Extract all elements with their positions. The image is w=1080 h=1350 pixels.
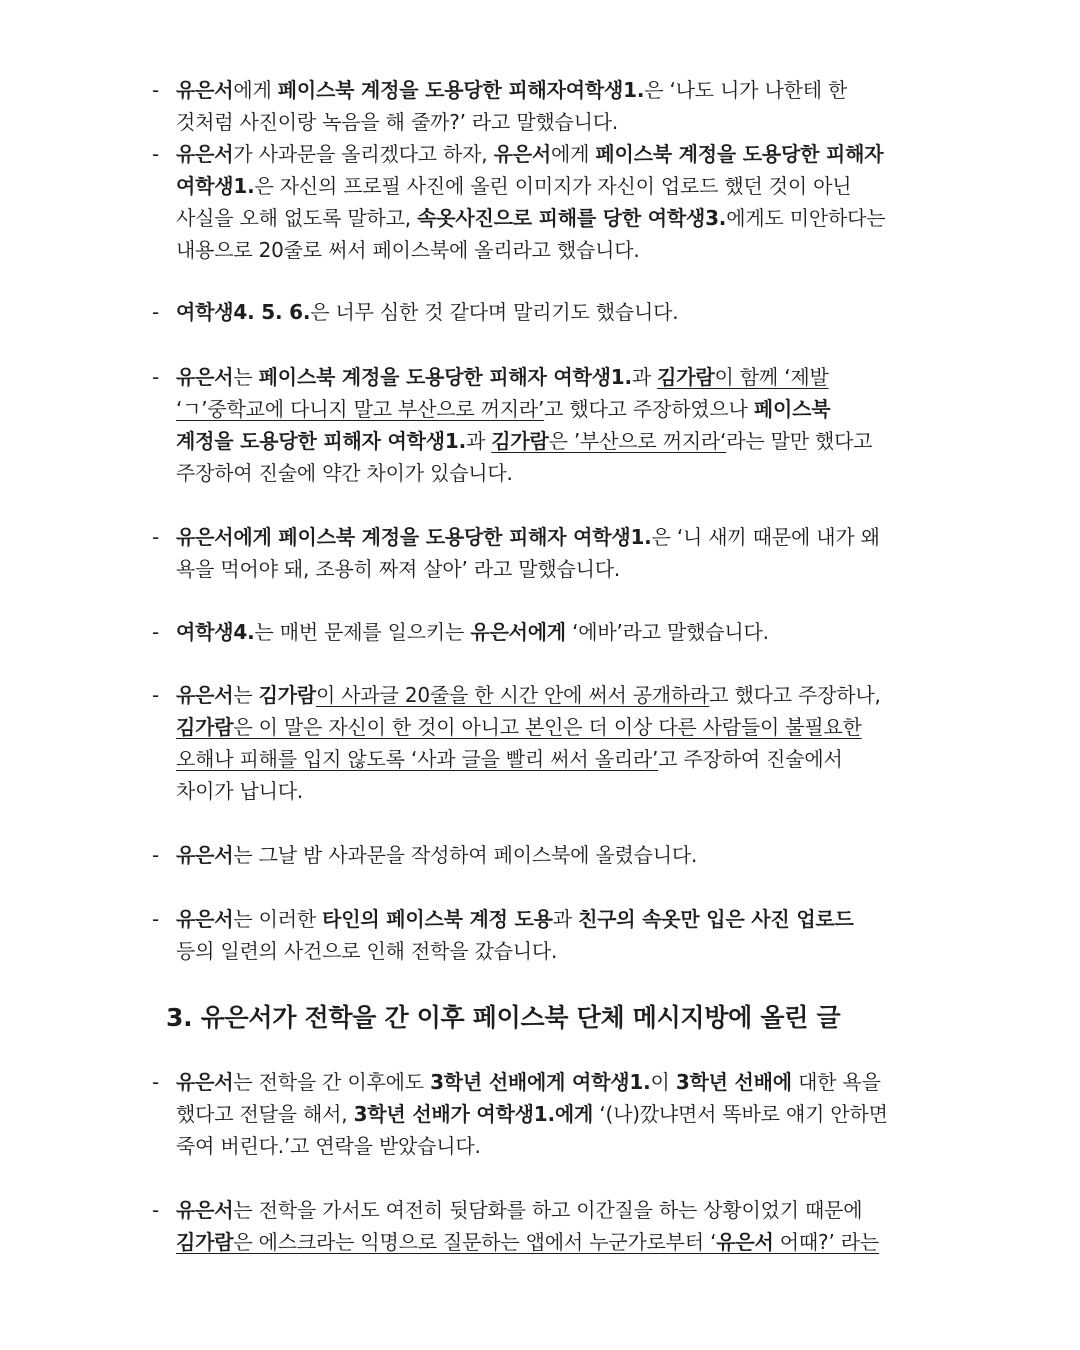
text-line xyxy=(150,775,940,807)
list-dash: - xyxy=(152,1070,160,1094)
text-run: 대한 욕을 xyxy=(791,1070,881,1094)
text-line xyxy=(150,1130,940,1162)
text-line xyxy=(150,711,940,743)
list-dash: - xyxy=(152,620,160,644)
text-run: 3학년 선배에 xyxy=(675,1070,792,1094)
list-dash: - xyxy=(152,907,160,931)
text-line xyxy=(150,361,940,393)
text-run: ‘ㄱ’중학교에 다니지 말고 부산으로 꺼지라’ xyxy=(176,397,545,421)
text-line xyxy=(150,106,940,138)
paragraph-8 xyxy=(150,839,940,871)
text-line xyxy=(150,1226,940,1258)
text-run: 은 자신의 프로필 사진에 올린 이미지가 자신이 업로드 했던 것이 아닌 xyxy=(254,174,852,198)
paragraph-10 xyxy=(150,1066,940,1162)
text-line xyxy=(150,457,940,489)
text-run: 과 xyxy=(465,429,492,453)
text-run: 3학년 선배가 여학생1.에게 xyxy=(353,1102,594,1126)
text-run: 고 주장하여 진술에서 xyxy=(658,747,843,771)
text-line xyxy=(150,839,940,871)
list-dash: - xyxy=(152,78,160,102)
paragraph-11 xyxy=(150,1194,940,1258)
paragraph-1 xyxy=(150,74,940,138)
text-run: 는 전학을 가서도 여전히 뒷담화를 하고 이간질을 하는 상황이었기 때문에 xyxy=(233,1198,863,1222)
text-run: 과 xyxy=(631,365,658,389)
text-run: 주장하여 진술에 약간 차이가 있습니다. xyxy=(176,461,513,485)
text-run: 여학생4. 5. 6. xyxy=(176,300,311,324)
list-dash: - xyxy=(152,683,160,707)
text-run: 유은서에게 xyxy=(470,620,566,644)
text-run: 페이스북 계정을 도용당한 피해자여학생1. xyxy=(277,78,645,102)
text-line xyxy=(150,903,940,935)
text-line xyxy=(150,679,940,711)
paragraph-9 xyxy=(150,903,940,967)
text-run: 유은서에게 xyxy=(176,525,279,549)
text-run: 에게 xyxy=(550,142,596,166)
paragraph-3 xyxy=(150,296,940,328)
list-dash: - xyxy=(152,365,160,389)
text-line xyxy=(150,521,940,553)
text-run: 은 이 말은 자신이 한 것이 아니고 본인은 더 이상 다른 사람들이 불필요한 xyxy=(233,715,862,739)
text-line xyxy=(150,425,940,457)
text-run: 는 전학을 간 이후에도 xyxy=(233,1070,431,1094)
text-run: ‘(나)깠냐면서 똑바로 얘기 안하면 xyxy=(593,1102,888,1126)
text-line xyxy=(150,1066,940,1098)
section-heading: 3. 유은서가 전학을 간 이후 페이스북 단체 메시지방에 올린 글 xyxy=(166,1003,841,1032)
text-run: 김가람 xyxy=(491,429,549,453)
text-line xyxy=(150,202,940,234)
text-run: 유은서 xyxy=(176,1070,234,1094)
text-run: 과 xyxy=(552,907,579,931)
text-run: 어때?’ 라는 xyxy=(773,1230,879,1254)
text-run: 것처럼 사진이랑 녹음을 해 줄까?’ 라고 말했습니다. xyxy=(176,110,619,134)
text-run: 친구의 속옷만 입은 사진 업로드 xyxy=(578,907,854,931)
text-run: 이 함께 ‘제발 xyxy=(714,365,829,389)
text-line xyxy=(150,234,940,266)
text-run: 페이스북 xyxy=(753,397,831,421)
text-run: 김가람 xyxy=(258,683,317,707)
paragraph-6 xyxy=(150,616,940,648)
text-run: 에게도 미안하다는 xyxy=(726,206,886,230)
text-run: 는 이러한 xyxy=(233,907,323,931)
text-line xyxy=(150,616,940,648)
text-run: 는 xyxy=(233,365,259,389)
text-run: 유은서 xyxy=(176,1198,234,1222)
text-line xyxy=(150,553,940,585)
text-run: 는 매번 문제를 일으키는 xyxy=(254,620,471,644)
text-run: 고 했다고 주장하나, xyxy=(709,683,881,707)
text-run: 유은서 xyxy=(176,907,234,931)
paragraph-2 xyxy=(150,138,940,266)
paragraph-5 xyxy=(150,521,940,585)
text-run: 는 xyxy=(233,683,259,707)
text-run: 유은서 xyxy=(176,843,234,867)
text-run: 유은서 xyxy=(716,1230,774,1254)
list-dash: - xyxy=(152,843,160,867)
text-run: 차이가 납니다. xyxy=(176,779,304,803)
text-line xyxy=(150,296,940,328)
text-run: 은 너무 심한 것 같다며 말리기도 했습니다. xyxy=(310,300,679,324)
text-run: 사실을 오해 없도록 말하고, xyxy=(176,206,418,230)
text-run: 김가람 xyxy=(657,365,715,389)
text-run: 오해나 피해를 입지 않도록 ‘사과 글을 빨리 써서 올리라’ xyxy=(176,747,659,771)
text-run: 가 사과문을 올리겠다고 하자, xyxy=(233,142,494,166)
text-run: 죽여 버린다.’고 연락을 받았습니다. xyxy=(176,1134,481,1158)
text-run: 은 ’부산으로 꺼지라‘ xyxy=(548,429,727,453)
text-run: 유은서 xyxy=(176,142,234,166)
text-line xyxy=(150,138,940,170)
text-run: 등의 일련의 사건으로 인해 전학을 갔습니다. xyxy=(176,939,558,963)
text-run: 여학생1. xyxy=(176,174,255,198)
text-run: 여학생4. xyxy=(176,620,255,644)
text-run: 라는 말만 했다고 xyxy=(726,429,873,453)
text-line xyxy=(150,170,940,202)
text-line xyxy=(150,743,940,775)
text-line xyxy=(150,1194,940,1226)
list-dash: - xyxy=(152,142,160,166)
paragraph-7 xyxy=(150,679,940,807)
text-run: 내용으로 20줄로 써서 페이스북에 올리라고 했습니다. xyxy=(176,238,640,262)
text-run: 김가람 xyxy=(176,715,234,739)
text-run: 욕을 먹어야 돼, 조용히 짜져 살아’ 라고 말했습니다. xyxy=(176,557,620,581)
text-run: 3학년 선배에게 여학생1. xyxy=(430,1070,651,1094)
text-run: 속옷사진으로 피해를 당한 여학생3. xyxy=(417,206,727,230)
text-run: 은 ‘나도 니가 나한테 한 xyxy=(644,78,848,102)
text-run: 페이스북 계정을 도용당한 피해자 xyxy=(595,142,884,166)
text-run: 은 ‘니 새끼 때문에 내가 왜 xyxy=(651,525,880,549)
list-dash: - xyxy=(152,1198,160,1222)
text-run: 했다고 전달을 해서, xyxy=(176,1102,354,1126)
text-run: 타인의 페이스북 계정 도용 xyxy=(322,907,553,931)
text-run: 이 xyxy=(650,1070,676,1094)
text-run: 유은서 xyxy=(493,142,551,166)
text-line xyxy=(150,393,940,425)
text-run: 유은서 xyxy=(176,683,234,707)
text-line xyxy=(150,935,940,967)
text-run: 고 했다고 주장하였으나 xyxy=(544,397,754,421)
text-run: ‘에바’라고 말했습니다. xyxy=(565,620,769,644)
list-dash: - xyxy=(152,525,160,549)
text-line xyxy=(150,1098,940,1130)
paragraph-4 xyxy=(150,361,940,489)
text-line xyxy=(150,74,940,106)
text-run: 은 에스크라는 익명으로 질문하는 앱에서 누군가로부터 ‘ xyxy=(233,1230,717,1254)
list-dash: - xyxy=(152,300,160,324)
text-run: 계정을 도용당한 피해자 여학생1. xyxy=(176,429,466,453)
text-run: 유은서 xyxy=(176,365,234,389)
text-run: 페이스북 계정을 도용당한 피해자 여학생1. xyxy=(278,525,652,549)
text-run: 페이스북 계정을 도용당한 피해자 여학생1. xyxy=(258,365,632,389)
text-run: 에게 xyxy=(233,78,278,102)
text-run: 이 사과글 20줄을 한 시간 안에 써서 공개하라 xyxy=(316,683,710,707)
text-run: 김가람 xyxy=(176,1230,234,1254)
text-run: 는 그날 밤 사과문을 작성하여 페이스북에 올렸습니다. xyxy=(233,843,698,867)
text-run: 유은서 xyxy=(176,78,234,102)
